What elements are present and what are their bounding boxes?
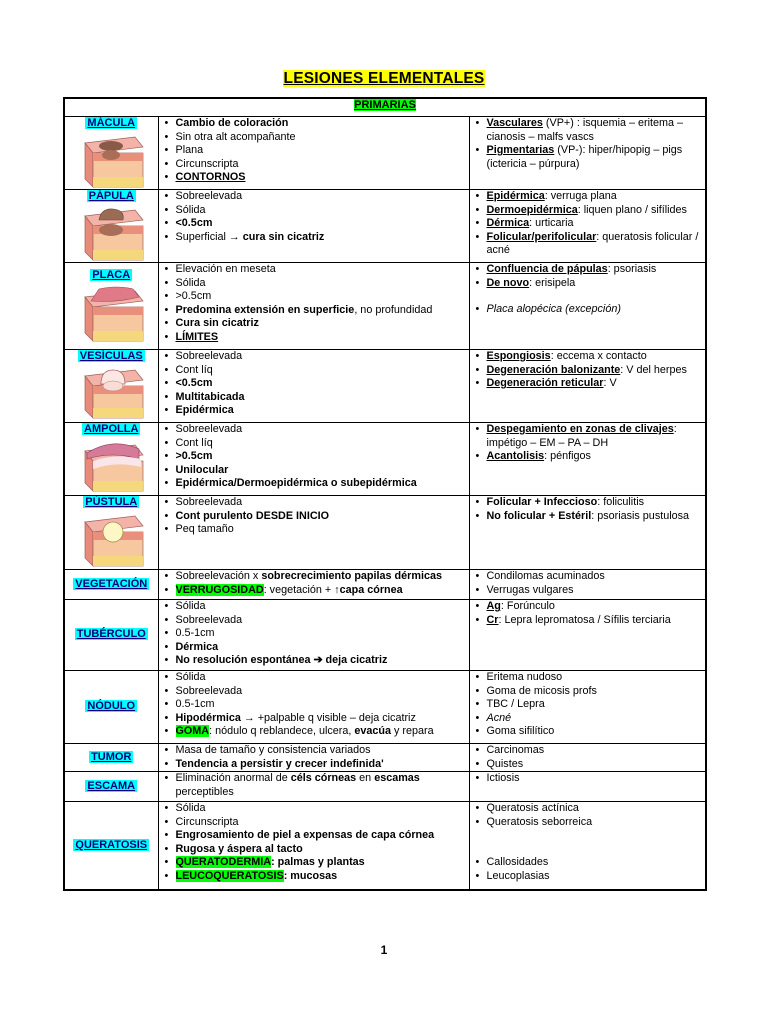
lesion-name-macula: MÁCULA [87,117,136,129]
lesion-name-tumor: TUMOR [91,750,132,763]
list-item: • CONTORNOS [163,171,465,185]
list-item: • Sólida [163,802,465,816]
types-list-escama [470,772,706,786]
lesion-cell-tuberculo [64,600,158,671]
props-list-nodulo [159,671,469,739]
arrow-right-icon: → [240,711,255,724]
list-item: • 0.5-1cm [163,698,465,712]
list-item: • Sólida [163,600,465,614]
list-item: • Circunscripta [163,816,465,830]
skin-illustration-papula [77,206,145,262]
table-row-escama [64,772,706,802]
lesion-cell-tumor [64,744,158,772]
list-item: • Sobreelevada [163,423,465,437]
list-item: • Degeneración reticular: V [474,377,702,391]
list-item: • Sólida [163,671,465,685]
list-item: • Masa de tamaño y consistencia variados [163,744,465,758]
list-item: • Elevación en meseta [163,263,465,277]
table-row-pustula [64,496,706,570]
list-item: • No folicular + Estéril: psoriasis pustulosa [474,510,702,524]
list-item: • Quistes [474,758,702,772]
lesion-name-nodulo: NÓDULO [87,700,136,713]
types-list-macula [470,117,706,171]
lesion-name-pustula: PÚSTULA [85,496,138,508]
table-row-vesiculas [64,350,706,423]
list-item: • Dérmica [163,641,465,655]
lesion-name-papula: PÁPULA [88,190,134,202]
document-title: LESIONES ELEMENTALES [283,70,485,87]
types-list-placa [470,263,706,317]
skin-illustration-pustula [77,512,145,568]
lesion-cell-queratosis [64,802,158,890]
lesion-name-tuberculo: TUBÉRCULO [76,628,146,641]
lesion-cell-nodulo [64,671,158,744]
table-row-nodulo [64,671,706,744]
list-item: • Carcinomas [474,744,702,758]
table-row-papula [64,190,706,263]
list-item: • Goma sifilítico [474,725,702,739]
list-item: • >0.5cm [163,450,465,464]
lesion-cell-papula [64,190,158,263]
list-item: • Despegamiento en zonas de clivajes: impétigo – EM – PA – DH [474,423,702,450]
list-item: • Queratosis seborreica [474,816,702,830]
skin-illustration-vesiculas [77,366,145,420]
types-list-vegetacion [470,570,706,597]
types-list-queratosis [470,802,706,883]
list-item: • Pigmentarias (VP-): hiper/hipopig – pigs (ictericia – púrpura) [474,144,702,171]
list-item: • Queratosis actínica [474,802,702,816]
skin-illustration-placa [77,285,145,343]
list-item: • Condilomas acuminados [474,570,702,584]
list-item: • Plana [163,144,465,158]
lesion-name-ampolla: AMPOLLA [84,423,139,435]
props-list-escama [159,772,469,799]
list-item: • Epidérmica [163,404,465,418]
list-item: • Unilocular [163,464,465,478]
table-row-tuberculo [64,600,706,671]
list-item: • <0.5cm [163,377,465,391]
list-item: • Leucoplasias [474,870,702,884]
props-list-queratosis [159,802,469,883]
list-item: • Sobreelevada [163,350,465,364]
table-row-ampolla [64,423,706,496]
list-item: • Folicular + Infeccioso: foliculitis [474,496,702,510]
list-item: • Sólida [163,277,465,291]
list-item: • Cr: Lepra lepromatosa / Sífilis terciaria [474,614,702,628]
list-item: • VERRUGOSIDAD: vegetación + ↑capa córnea [163,584,465,598]
list-item: • Hipodérmica → +palpable q visible – deja cicatriz [163,712,465,726]
list-item: • Dermoepidérmica: liquen plano / sifílides [474,204,702,218]
lesion-cell-vesiculas [64,350,158,423]
lesion-name-vesiculas: VESÍCULAS [79,350,143,362]
list-item: • Sobreelevación x sobrecrecimiento papilas dérmicas [163,570,465,584]
list-item: • Goma de micosis profs [474,685,702,699]
table-row-queratosis [64,802,706,890]
list-item: • Cura sin cicatriz [163,317,465,331]
list-item: • Sobreelevada [163,614,465,628]
list-item: • Superficial → cura sin cicatriz [163,231,465,245]
list-item: • GOMA: nódulo q reblandece, ulcera, evacúa y repara [163,725,465,739]
types-list-tuberculo [470,600,706,627]
props-list-pustula [159,496,469,537]
lesion-cell-ampolla [64,423,158,496]
list-item: • Confluencia de pápulas: psoriasis [474,263,702,277]
list-item: • >0.5cm [163,290,465,304]
lesion-name-vegetacion: VEGETACIÓN [75,577,148,590]
types-list-tumor [470,744,706,771]
props-list-tuberculo [159,600,469,668]
list-item: • LEUCOQUERATOSIS: mucosas [163,870,465,884]
list-item: • Folicular/perifolicular: queratosis folicular / acné [474,231,702,258]
list-item: • Sin otra alt acompañante [163,131,465,145]
list-item: • Ag: Forúnculo [474,600,702,614]
list-item: • TBC / Lepra [474,698,702,712]
lesion-name-placa: PLACA [92,269,131,281]
list-item: • Vasculares (VP+) : isquemia – eritema – cianosis – malfs vascs [474,117,702,144]
list-item: • Sobreelevada [163,190,465,204]
table-row-vegetacion [64,570,706,600]
list-item: • QUERATODERMIA: palmas y plantas [163,856,465,870]
list-item: • Tendencia a persistir y crecer indefinida' [163,758,465,772]
list-item: • Cambio de coloración [163,117,465,131]
list-item: • LÍMITES [163,331,465,345]
arrow-right-icon: ➔ [313,654,326,666]
list-item: • Dérmica: urticaria [474,217,702,231]
list-item: • De novo: erisipela [474,277,702,291]
list-item: • Cont purulento DESDE INICIO [163,510,465,524]
list-item: • Eritema nudoso [474,671,702,685]
props-list-vegetacion [159,570,469,597]
lesion-name-escama: ESCAMA [87,779,136,792]
lesion-cell-placa [64,263,158,350]
list-item: • Verrugas vulgares [474,584,702,598]
lesion-cell-pustula [64,496,158,570]
props-list-ampolla [159,423,469,491]
list-item: • No resolución espontánea ➔ deja cicatriz [163,654,465,668]
list-item: • Sólida [163,204,465,218]
list-item: • Espongiosis: eccema x contacto [474,350,702,364]
skin-illustration-ampolla [77,439,145,493]
page-number: 1 [380,943,388,957]
props-list-papula [159,190,469,244]
list-item: • Circunscripta [163,158,465,172]
list-item: • Epidérmica: verruga plana [474,190,702,204]
lesion-cell-escama [64,772,158,802]
table-row-placa [64,263,706,350]
types-list-ampolla [470,423,706,464]
types-list-papula [470,190,706,258]
props-list-tumor [159,744,469,771]
types-list-vesiculas [470,350,706,391]
lesion-cell-macula [64,117,158,190]
list-item: • Cont líq [163,437,465,451]
list-item: • Acantolisis: pénfigos [474,450,702,464]
list-item: • Peq tamaño [163,523,465,537]
table-row-macula [64,117,706,190]
props-list-vesiculas [159,350,469,418]
props-list-macula [159,117,469,185]
list-item: • Degeneración balonizante: V del herpes [474,364,702,378]
list-item: • Rugosa y áspera al tacto [163,843,465,857]
list-item: • Epidérmica/Dermoepidérmica o subepidérmica [163,477,465,491]
props-list-placa [159,263,469,344]
list-item: • Callosidades [474,856,702,870]
section-primarias: PRIMARIAS [354,99,416,111]
lesion-name-queratosis: QUERATOSIS [75,838,148,851]
lesion-cell-vegetacion [64,570,158,600]
types-list-nodulo [470,671,706,739]
list-item: • Cont líq [163,364,465,378]
list-item: • Multitabicada [163,391,465,405]
section-header-row [64,98,706,117]
list-item: • Sobreelevada [163,685,465,699]
list-item: • <0.5cm [163,217,465,231]
list-item: • Placa alopécica (excepción) [474,303,702,317]
list-item: • 0.5-1cm [163,627,465,641]
list-item: • Eliminación anormal de céls córneas en escamas perceptibles [163,772,465,799]
lesions-table [63,97,707,891]
list-item: • Sobreelevada [163,496,465,510]
arrow-right-icon: → [228,230,243,243]
table-row-tumor [64,744,706,772]
list-item: • Predomina extensión en superficie, no profundidad [163,304,465,318]
list-item: • Ictiosis [474,772,702,786]
list-item: • Acné [474,712,702,726]
skin-illustration-macula [77,133,145,189]
types-list-pustula [470,496,706,523]
list-item: • Engrosamiento de piel a expensas de capa córnea [163,829,465,843]
